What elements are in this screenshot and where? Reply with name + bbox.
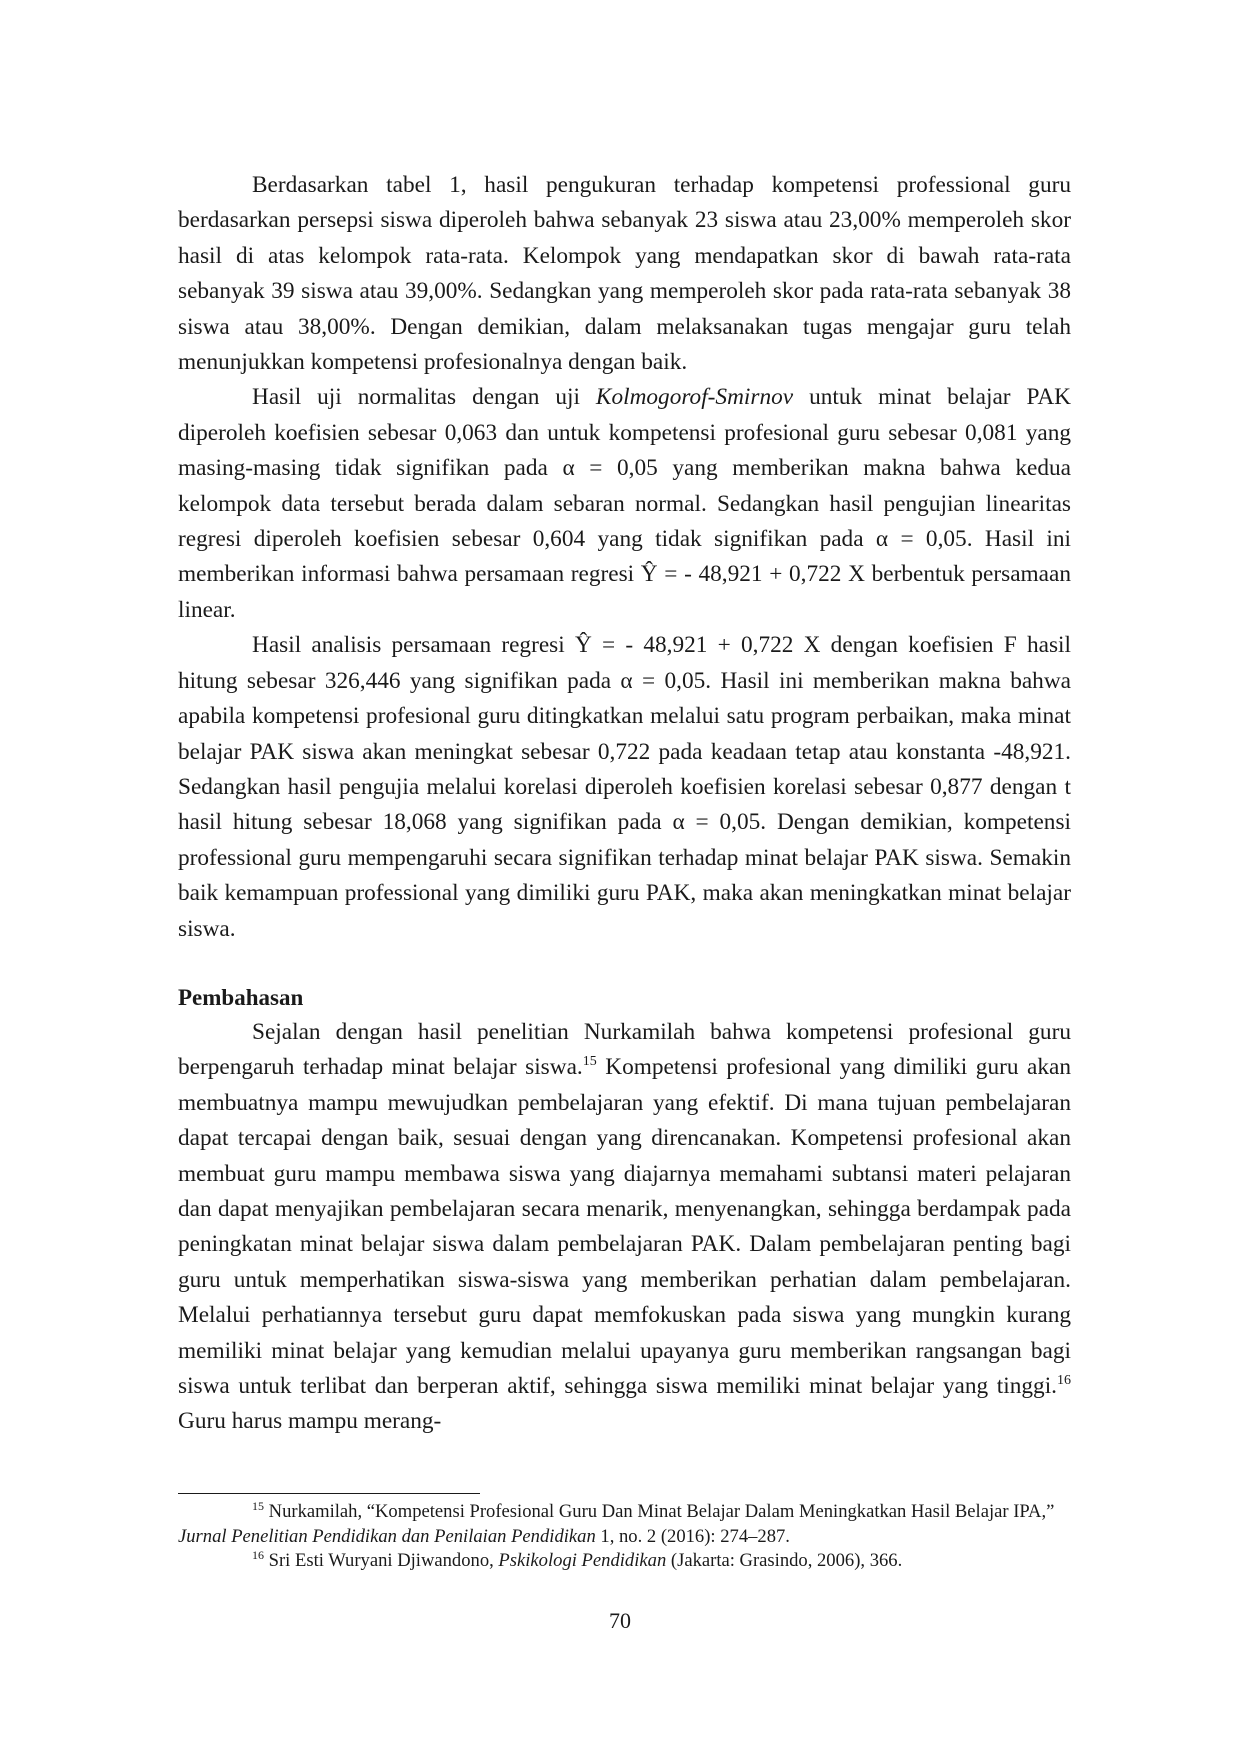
footnote-16 xyxy=(178,1549,1071,1574)
paragraph-4-part-a: Sejalan dengan hasil penelitian Nurkamilah bahwa kompetensi profesional guru berpengaruh terhadap minat belajar siswa. xyxy=(178,1018,1071,1081)
paragraph-2-part-a: Hasil uji normalitas dengan uji xyxy=(252,384,596,411)
footnote-15-number: 15 xyxy=(252,1499,264,1513)
footnote-16-number: 16 xyxy=(252,1548,264,1562)
footnote-15-text-b: 1, no. 2 (2016): 274–287. xyxy=(595,1525,790,1547)
footnote-ref-16[interactable]: 16 xyxy=(1057,1373,1071,1388)
footnote-16-text-a: Sri Esti Wuryani Djiwandono, xyxy=(264,1550,499,1571)
footnote-15-text-a: Nurkamilah, “Kompetensi Profesional Guru Dan Minat Belajar Dalam Meningkatkan Hasil Belajar IPA,” xyxy=(264,1501,1055,1522)
paragraph-2-italic-term: Kolmogorof-Smirnov xyxy=(595,384,794,411)
footnote-15 xyxy=(178,1500,1071,1549)
paragraph-2-part-b: untuk minat belajar PAK diperoleh koefisien sebesar 0,063 dan untuk kompetensi profesional guru sebesar 0,081 yang masing-masing tidak signifikan pada α = 0,05 yang memberikan makna bahwa kedua kelompok data tersebut berada dalam sebaran normal. Sedangkan hasil pengujian linearitas regresi diperoleh koefisien sebesar 0,604 yang tidak signifikan pada α = 0,05. Hasil ini memberikan informasi bahwa persamaan regresi Ŷ = - 48,921 + 0,722 X berbentuk persamaan linear. xyxy=(178,384,1071,623)
footnote-16-book: Pskikologi Pendidikan xyxy=(498,1550,667,1571)
footnote-15-journal: Jurnal Penelitian Pendidikan dan Penilaian Pendidikan xyxy=(178,1525,596,1547)
footnote-divider xyxy=(178,1493,480,1494)
paragraph-2 xyxy=(178,380,1071,628)
page-number: 70 xyxy=(609,1608,631,1633)
footnote-16-text-b: (Jakarta: Grasindo, 2006), 366. xyxy=(666,1550,903,1571)
paragraph-1: Berdasarkan tabel 1, hasil pengukuran terhadap kompetensi professional guru berdasarkan persepsi siswa diperoleh bahwa sebanyak 23 siswa atau 23,00% memperoleh skor hasil di atas kelompok rata-rata. Kelompok yang mendapatkan skor di bawah rata-rata sebanyak 39 siswa atau 39,00%. Sedangkan yang memperoleh skor pada rata-rata sebanyak 38 siswa atau 38,00%. Dengan demikian, dalam melaksanakan tugas mengajar guru telah menunjukkan kompetensi profesionalnya dengan baik. xyxy=(178,172,1071,376)
footnote-ref-15[interactable]: 15 xyxy=(582,1054,597,1070)
footnotes xyxy=(178,1493,1071,1574)
body-text xyxy=(178,168,1071,1440)
paragraph-4 xyxy=(178,1015,1071,1440)
paragraph-4-part-b: Kompetensi profesional yang dimiliki guru akan membuatnya mampu mewujudkan pembelajaran yang efektif. Di mana tujuan pembelajaran dapat tercapai dengan baik, sesuai dengan yang direncanakan. Kompetensi profesional akan membuat guru mampu membawa siswa yang diajarnya memahami subtansi materi pelajaran dan dapat menyajikan pembelajaran secara menarik, menyenangkan, sehingga berdampak pada peningkatan minat belajar siswa dalam pembelajaran PAK. Dalam pembelajaran penting bagi guru untuk memperhatikan siswa-siswa yang memberikan perhatian dalam pembelajaran. Melalui perhatiannya tersebut guru dapat memfokuskan pada siswa yang mungkin kurang memiliki minat belajar yang kemudian melalui upayanya guru memberikan rangsangan bagi siswa untuk terlibat dan berperan aktif, sehingga siswa memiliki minat belajar yang tinggi. xyxy=(178,1054,1071,1399)
paragraph-3: Hasil analisis persamaan regresi Ŷ = - 48,921 + 0,722 X dengan koefisien F hasil hitung sebesar 326,446 yang signifikan pada α = 0,05. Hasil ini memberikan makna bahwa apabila kompetensi profesional guru ditingkatkan melalui satu program perbaikan, maka minat belajar PAK siswa akan meningkat sebesar 0,722 pada keadaan tetap atau konstanta -48,921. Sedangkan hasil pengujia melalui korelasi diperoleh koefisien korelasi sebesar 0,877 dengan t hasil hitung sebesar 18,068 yang signifikan pada α = 0,05. Dengan demikian, kompetensi professional guru mempengaruhi secara signifikan terhadap minat belajar PAK siswa. Semakin baik kemampuan professional yang dimiliki guru PAK, maka akan meningkatkan minat belajar siswa. xyxy=(178,632,1071,942)
paragraph-4-part-c: Guru harus mampu merang- xyxy=(178,1408,442,1435)
section-heading: Pembahasan xyxy=(178,984,304,1010)
